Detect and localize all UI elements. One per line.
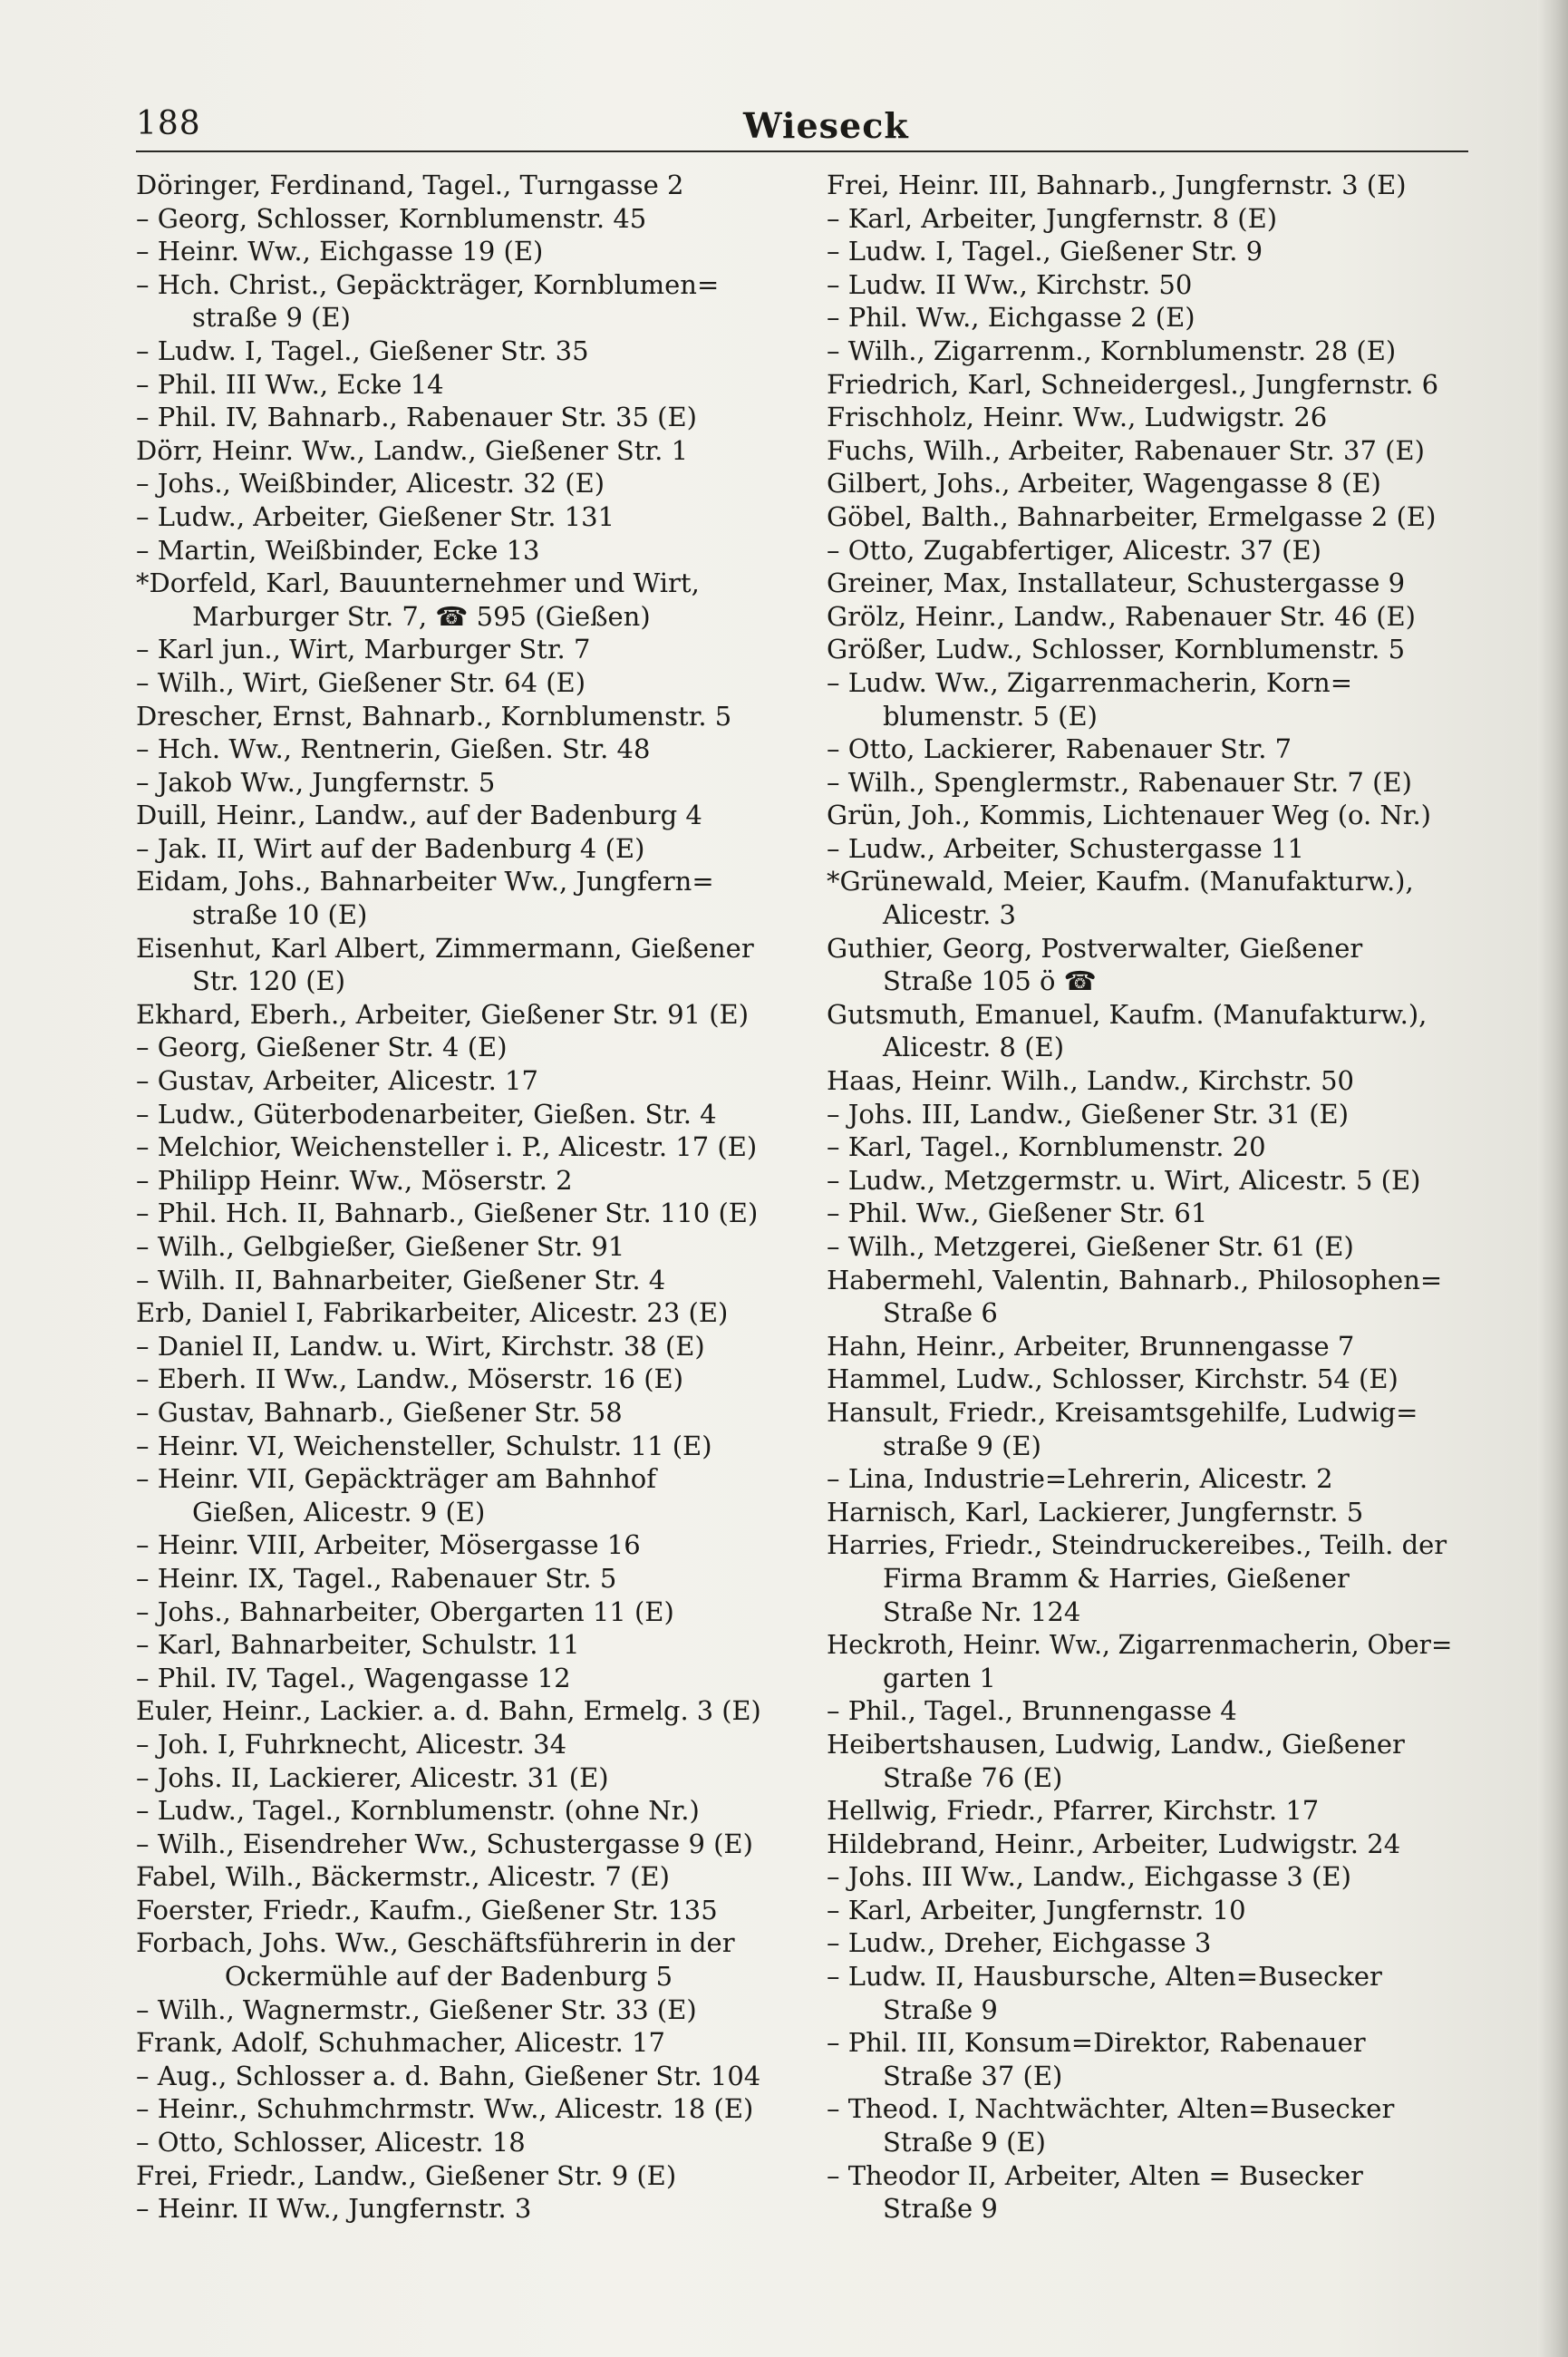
directory-entry: – Karl, Arbeiter, Jungfernstr. 8 (E) [827,202,1278,234]
directory-entry: – Wilh., Spenglermstr., Rabenauer Str. 7 (E) [827,766,1412,798]
directory-entry: Frei, Heinr. III, Bahnarb., Jungfernstr. 3 (E) [827,170,1407,200]
directory-entry: – Hch. Ww., Rentnerin, Gießen. Str. 48 [136,733,651,765]
directory-entry: – Ludw. Ww., Zigarrenmacherin, Korn= [827,666,1353,698]
directory-entry: – Otto, Zugabfertiger, Alicestr. 37 (E) [827,534,1321,566]
directory-entry: – Ludw., Arbeiter, Gießener Str. 131 [136,500,615,532]
entry-continuation: Firma Bramm & Harries, Gießener [883,1562,1350,1594]
directory-entry: – Wilh., Gelbgießer, Gießener Str. 91 [136,1231,625,1262]
directory-entry: – Phil. Ww., Eichgasse 2 (E) [827,302,1195,334]
entry-continuation: Gießen, Alicestr. 9 (E) [192,1496,486,1528]
directory-entry: – Aug., Schlosser a. d. Bahn, Gießener Str. 104 [136,2060,761,2091]
directory-entry: Ekhard, Eberh., Arbeiter, Gießener Str. 91 (E) [136,998,750,1030]
directory-entry: Guthier, Georg, Postverwalter, Gießener [827,932,1363,964]
directory-entry: Eidam, Johs., Bahnarbeiter Ww., Jungfern= [136,866,714,897]
directory-entry: – Phil. Ww., Gießener Str. 61 [827,1198,1208,1229]
entry-continuation: garten 1 [883,1662,996,1693]
directory-entry: – Phil., Tagel., Brunnengasse 4 [827,1695,1237,1727]
directory-entry: – Ludw., Metzgermstr. u. Wirt, Alicestr. 5 (E) [827,1164,1421,1196]
directory-entry: – Phil. III, Konsum=Direktor, Rabenauer [827,2027,1366,2059]
directory-entry: Foerster, Friedr., Kaufm., Gießener Str. 135 [136,1894,718,1925]
directory-entry: Harnisch, Karl, Lackierer, Jungfernstr. 5 [827,1496,1364,1528]
directory-entry: – Melchior, Weichensteller i. P., Alicestr. 17 (E) [136,1131,758,1163]
directory-entry: – Heinr. VIII, Arbeiter, Mösergasse 16 [136,1529,641,1561]
directory-entry: Heibertshausen, Ludwig, Landw., Gießener [827,1728,1405,1760]
directory-entry: – Johs. III, Landw., Gießener Str. 31 (E) [827,1098,1350,1130]
directory-entry: – Heinr. VI, Weichensteller, Schulstr. 11 (E) [136,1430,712,1461]
directory-entry: – Georg, Gießener Str. 4 (E) [136,1032,508,1063]
directory-entry: Göbel, Balth., Bahnarbeiter, Ermelgasse 2 (E) [827,500,1437,532]
directory-entry: Frischholz, Heinr. Ww., Ludwigstr. 26 [827,402,1328,433]
directory-entry: – Phil. IV, Tagel., Wagengasse 12 [136,1662,571,1693]
entry-continuation: Alicestr. 3 [883,899,1016,931]
entry-continuation: Straße 105 ö ☎ [883,965,1097,997]
directory-entry: – Johs. III Ww., Landw., Eichgasse 3 (E) [827,1861,1351,1893]
directory-entry: Hildebrand, Heinr., Arbeiter, Ludwigstr. 24 [827,1828,1401,1859]
directory-entry: – Jak. II, Wirt auf der Badenburg 4 (E) [136,832,645,864]
entry-continuation: Straße 9 [883,2193,998,2225]
directory-entry: – Ludw. II, Hausbursche, Alten=Busecker [827,1961,1382,1993]
entry-continuation: Straße 9 (E) [883,2127,1046,2158]
entry-continuation: Ockermühle auf der Badenburg 5 [224,1961,673,1993]
directory-entry: – Phil. III Ww., Ecke 14 [136,368,444,400]
directory-entry: Frank, Adolf, Schuhmacher, Alicestr. 17 [136,2027,665,2059]
entry-continuation: blumenstr. 5 (E) [883,700,1098,732]
entry-continuation: Straße 76 (E) [883,1761,1063,1793]
directory-entry: Gilbert, Johs., Arbeiter, Wagengasse 8 (E) [827,468,1381,500]
directory-entry: – Ludw., Güterbodenarbeiter, Gießen. Str. 4 [136,1098,717,1130]
directory-entry: *Dorfeld, Karl, Bauunternehmer und Wirt, [136,567,700,599]
directory-entry: Heckroth, Heinr. Ww., Zigarrenmacherin, Ober= [827,1629,1453,1661]
directory-entry: Dörr, Heinr. Ww., Landw., Gießener Str. 1 [136,434,689,466]
entry-continuation: straße 9 (E) [883,1430,1041,1461]
right-column [827,169,1452,2226]
directory-entry: – Wilh., Metzgerei, Gießener Str. 61 (E) [827,1231,1354,1262]
entry-continuation: Straße 37 (E) [883,2060,1063,2091]
directory-entry: Döringer, Ferdinand, Tagel., Turngasse 2 [136,170,684,200]
directory-entry: – Hch. Christ., Gepäckträger, Kornblumen= [136,268,720,300]
directory-entry: Hansult, Friedr., Kreisamtsgehilfe, Ludwig= [827,1396,1418,1428]
directory-entry: Hammel, Ludw., Schlosser, Kirchstr. 54 (E) [827,1363,1399,1395]
directory-entry: Erb, Daniel I, Fabrikarbeiter, Alicestr. 23 (E) [136,1297,729,1329]
directory-entry: Forbach, Johs. Ww., Geschäftsführerin in der [136,1927,735,1959]
directory-entry: – Phil. IV, Bahnarb., Rabenauer Str. 35 (E) [136,402,697,433]
directory-entry: – Philipp Heinr. Ww., Möserstr. 2 [136,1164,573,1196]
directory-entry: – Wilh., Zigarrenm., Kornblumenstr. 28 (E) [827,335,1397,366]
directory-entry: – Heinr. VII, Gepäckträger am Bahnhof [136,1463,656,1495]
page-edge-shadow [1537,0,1568,2357]
directory-entry: – Karl, Bahnarbeiter, Schulstr. 11 [136,1629,580,1661]
directory-entry: – Karl, Tagel., Kornblumenstr. 20 [827,1131,1266,1163]
directory-entry: – Gustav, Bahnarb., Gießener Str. 58 [136,1396,623,1428]
directory-entry: Grölz, Heinr., Landw., Rabenauer Str. 46 (E) [827,600,1416,632]
directory-entry: – Wilh., Eisendreher Ww., Schustergasse 9 (E) [136,1828,753,1859]
entry-continuation: Straße 6 [883,1297,998,1329]
directory-entry: – Heinr. Ww., Eichgasse 19 (E) [136,236,544,267]
directory-entry: – Heinr. IX, Tagel., Rabenauer Str. 5 [136,1562,617,1594]
directory-entry: – Jakob Ww., Jungfernstr. 5 [136,766,496,798]
directory-entry: Grün, Joh., Kommis, Lichtenauer Weg (o. Nr.) [827,800,1431,831]
directory-entry: – Johs., Weißbinder, Alicestr. 32 (E) [136,468,605,500]
entry-continuation: straße 10 (E) [192,899,368,931]
directory-entry: – Gustav, Arbeiter, Alicestr. 17 [136,1065,538,1097]
entry-continuation: Marburger Str. 7, ☎ 595 (Gießen) [192,600,651,632]
directory-entry: – Karl jun., Wirt, Marburger Str. 7 [136,634,591,665]
entry-continuation: straße 9 (E) [192,302,351,334]
directory-entry: – Georg, Schlosser, Kornblumenstr. 45 [136,202,647,234]
directory-entry: – Karl, Arbeiter, Jungfernstr. 10 [827,1894,1246,1925]
directory-entry: – Heinr., Schuhmchrmstr. Ww., Alicestr. 18 (E) [136,2093,754,2125]
directory-entry: – Theodor II, Arbeiter, Alten = Busecker [827,2159,1363,2191]
directory-entry: – Johs., Bahnarbeiter, Obergarten 11 (E) [136,1596,674,1627]
directory-entry: *Grünewald, Meier, Kaufm. (Manufakturw.), [827,866,1414,897]
directory-entry: – Phil. Hch. II, Bahnarb., Gießener Str. 110 (E) [136,1198,759,1229]
directory-entry: Harries, Friedr., Steindruckereibes., Teilh. der [827,1529,1447,1561]
directory-entry: Hellwig, Friedr., Pfarrer, Kirchstr. 17 [827,1795,1320,1827]
header-rule [136,150,1468,152]
left-column [136,169,761,2226]
directory-entry: Fabel, Wilh., Bäckermstr., Alicestr. 7 (E) [136,1861,670,1893]
directory-entry: – Lina, Industrie=Lehrerin, Alicestr. 2 [827,1463,1333,1495]
directory-entry: Frei, Friedr., Landw., Gießener Str. 9 (E) [136,2159,677,2191]
directory-entry: – Theod. I, Nachtwächter, Alten=Busecker [827,2093,1395,2125]
page-number: 188 [136,105,201,142]
directory-entry: – Martin, Weißbinder, Ecke 13 [136,534,540,566]
directory-entry: – Wilh., Wagnermstr., Gießener Str. 33 (E) [136,1993,697,2025]
directory-entry: Fuchs, Wilh., Arbeiter, Rabenauer Str. 37 (E) [827,434,1425,466]
directory-entry: – Daniel II, Landw. u. Wirt, Kirchstr. 38 (E) [136,1330,705,1362]
directory-entry: – Ludw., Dreher, Eichgasse 3 [827,1927,1212,1959]
entry-continuation: Alicestr. 8 (E) [883,1032,1065,1063]
entry-continuation: Straße Nr. 124 [883,1596,1081,1627]
directory-entry: – Eberh. II Ww., Landw., Möserstr. 16 (E) [136,1363,684,1395]
directory-entry: Eisenhut, Karl Albert, Zimmermann, Gießener [136,932,754,964]
directory-entry: – Heinr. II Ww., Jungfernstr. 3 [136,2193,532,2225]
directory-entry: – Ludw. II Ww., Kirchstr. 50 [827,268,1193,300]
directory-entry: – Joh. I, Fuhrknecht, Alicestr. 34 [136,1728,567,1760]
directory-entry: Gutsmuth, Emanuel, Kaufm. (Manufakturw.), [827,998,1428,1030]
directory-entry: Friedrich, Karl, Schneidergesl., Jungfernstr. 6 [827,368,1439,400]
directory-entry: – Ludw., Arbeiter, Schustergasse 11 [827,832,1304,864]
directory-entry: – Johs. II, Lackierer, Alicestr. 31 (E) [136,1761,609,1793]
directory-entry: Haas, Heinr. Wilh., Landw., Kirchstr. 50 [827,1065,1354,1097]
directory-entry: Habermehl, Valentin, Bahnarb., Philosophen= [827,1264,1443,1295]
directory-entry: – Ludw., Tagel., Kornblumenstr. (ohne Nr.) [136,1795,700,1827]
directory-entry: Greiner, Max, Installateur, Schustergasse 9 [827,567,1406,599]
directory-entry: – Wilh. II, Bahnarbeiter, Gießener Str. 4 [136,1264,666,1295]
directory-entry: – Ludw. I, Tagel., Gießener Str. 9 [827,236,1263,267]
entry-continuation: Straße 9 [883,1993,998,2025]
directory-entry: Größer, Ludw., Schlosser, Kornblumenstr. 5 [827,634,1406,665]
entry-continuation: Str. 120 (E) [192,965,346,997]
directory-entry: – Ludw. I, Tagel., Gießener Str. 35 [136,335,589,366]
directory-entry: – Wilh., Wirt, Gießener Str. 64 (E) [136,666,586,698]
directory-entry: Duill, Heinr., Landw., auf der Badenburg 4 [136,800,702,831]
directory-entry: Hahn, Heinr., Arbeiter, Brunnengasse 7 [827,1330,1355,1362]
running-head: Wieseck [743,105,909,146]
directory-entry: Euler, Heinr., Lackier. a. d. Bahn, Ermelg. 3 (E) [136,1695,761,1727]
directory-entry: Drescher, Ernst, Bahnarb., Kornblumenstr. 5 [136,700,732,732]
directory-entry: – Otto, Lackierer, Rabenauer Str. 7 [827,733,1292,765]
directory-entry: – Otto, Schlosser, Alicestr. 18 [136,2127,526,2158]
